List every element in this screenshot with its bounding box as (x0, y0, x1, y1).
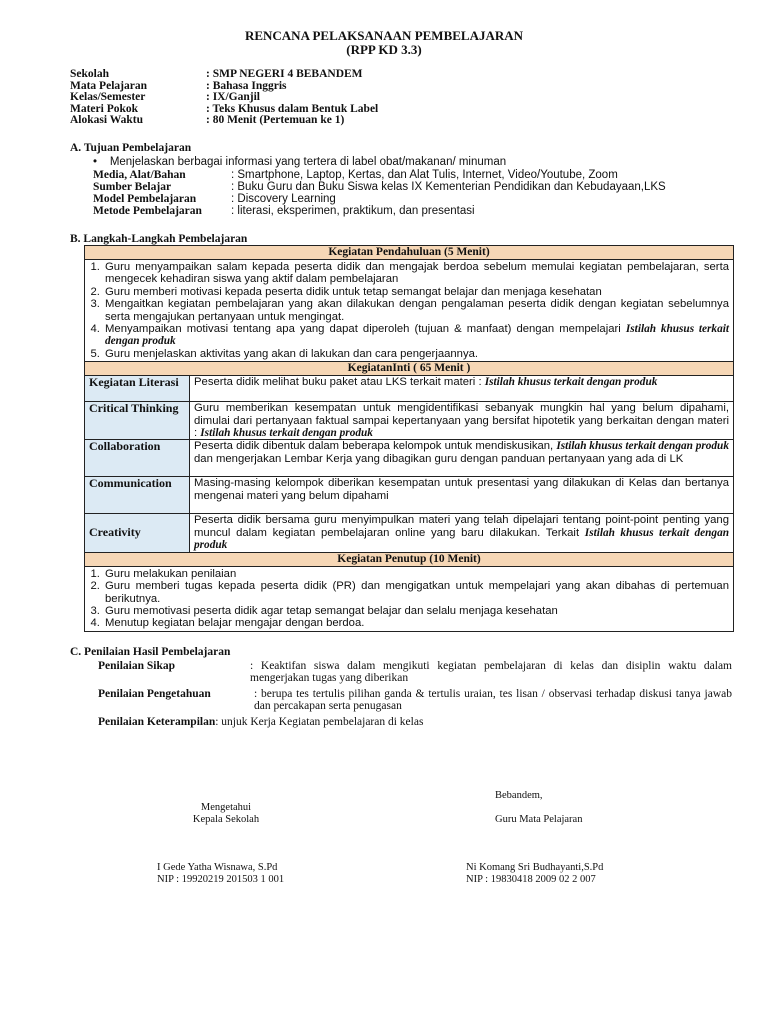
info-label: Kelas/Semester (70, 91, 146, 104)
row-text: Peserta didik bersama guru menyimpulkan materi yang telah dipelajari tentang point-point penting yang muncul dalam kegiatan pembelajaran online yang baru dilakukan. Terkait (194, 514, 729, 539)
penutup-body (85, 566, 734, 631)
pendahuluan-list (89, 261, 729, 360)
list-item: 3. Guru memotivasi peserta didik agar tetap semangat belajar dan selalu menjaga kesehatan (103, 605, 729, 617)
assessment-label: Penilaian Keterampilan (98, 716, 216, 728)
assessment-value: : berupa tes tertulis pilihan ganda & tertulis uraian, tes lisan / observasi terhadap diskusi tanya jawab dan percakapan serta penugasan (254, 688, 732, 712)
signature-left-name (157, 862, 284, 886)
row-label-communication: Communication (85, 477, 190, 514)
principal-name: I Gede Yatha Wisnawa, S.Pd (157, 862, 278, 873)
row-label-critical: Critical Thinking (85, 402, 190, 440)
info-row-time (70, 115, 378, 127)
row-text: Peserta didik melihat buku paket atau LKS terkait materi : (194, 376, 482, 389)
detail-row-media (93, 169, 666, 181)
section-b-heading: B. Langkah-Langkah Pembelajaran (70, 233, 248, 245)
table-row (85, 376, 734, 402)
row-text-communication (190, 477, 734, 514)
objective-bullet (93, 156, 506, 168)
bullet-icon: • (93, 156, 98, 168)
list-item: 2. Guru memberi tugas kepada peserta didik (PR) dan mengigatkan untuk mempelajari yang akan dibahas di pertemuan berikutnya. (103, 580, 729, 605)
detail-value: : Buku Guru dan Buku Siswa kelas IX Kementerian Pendidikan dan Kebudayaan,LKS (231, 181, 666, 193)
objective-text: Menjelaskan berbagai informasi yang tertera di label obat/makanan/ minuman (109, 156, 507, 168)
row-text-critical (190, 402, 734, 440)
row-emphasis: Istilah khusus terkait dengan produk (200, 427, 373, 440)
detail-label: Media, Alat/Bahan (93, 169, 186, 181)
detail-row-model (93, 193, 666, 205)
list-item: 2. Guru memberi motivasi kepada peserta didik untuk tetap semangat belajar dan menjaga kesehatan (103, 286, 729, 298)
principal-nip: NIP : 19920219 201503 1 001 (157, 874, 285, 885)
detail-label: Model Pembelajaran (93, 193, 197, 205)
list-item: 3. Mengaitkan kegiatan pembelajaran yang akan dilakukan dengan pengalaman peserta didik dengan kegiatan sebelumnya serta mengajukan pertanyaan untuk mengingat. (103, 298, 729, 323)
signature-right-name (466, 862, 603, 886)
assessment-label: Penilaian Pengetahuan (98, 688, 211, 700)
doc-subtitle: (RPP KD 3.3) (346, 42, 422, 57)
row-text: dan mengerjakan Lembar Kerja yang dibagikan guru dengan panduan pertanyaan yang ada di LK (194, 452, 684, 465)
penutup-header: Kegiatan Penutup (10 Menit) (85, 552, 734, 566)
signature-left-line2: Kepala Sekolah (192, 814, 260, 825)
row-label-collaboration: Collaboration (85, 440, 190, 477)
pendahuluan-body (85, 260, 734, 362)
list-item (103, 323, 729, 348)
detail-row-method (93, 205, 666, 217)
teacher-nip: NIP : 19830418 2009 02 2 007 (466, 874, 596, 885)
section-a-heading: A. Tujuan Pembelajaran (70, 142, 192, 154)
signature-place: Bebandem, (495, 790, 543, 801)
table-row (85, 402, 734, 440)
assessment-value: : unjuk Kerja Kegiatan pembelajaran di kelas (215, 716, 424, 728)
list-item: 1. Guru menyampaikan salam kepada peserta didik dan mengajak berdoa sebelum memulai kegiatan pembelajaran, serta mengecek kehadiran siswa yang aktif dalam pembelajaran (103, 261, 729, 286)
row-text-creativity (190, 514, 734, 552)
assessment-row-attitude (98, 660, 732, 684)
list-item: 4. Menutup kegiatan belajar mengajar dengan berdoa. (103, 617, 729, 629)
detail-value: : Smartphone, Laptop, Kertas, dan Alat Tulis, Internet, Video/Youtube, Zoom (231, 169, 618, 181)
row-label-literasi: Kegiatan Literasi (85, 376, 190, 402)
item-emphasis: Istilah khusus terkait dengan produk (105, 323, 730, 348)
assessment-row-knowledge (98, 688, 732, 712)
detail-label: Sumber Belajar (93, 181, 172, 193)
table-row (85, 477, 734, 514)
penutup-list (89, 568, 729, 630)
row-emphasis: Istilah khusus terkait dengan produk (484, 376, 658, 389)
signature-right-title: Guru Mata Pelajaran (495, 814, 583, 825)
info-value: : Teks Khusus dalam Bentuk Label (206, 102, 379, 115)
section-a-details (93, 169, 666, 217)
info-label: Alokasi Waktu (70, 114, 143, 127)
row-emphasis: Istilah khusus terkait dengan produk (194, 526, 730, 552)
pendahuluan-header: Kegiatan Pendahuluan (5 Menit) (85, 246, 734, 260)
row-label-creativity: Creativity (85, 514, 190, 552)
info-value: : SMP NEGERI 4 BEBANDEM (206, 68, 363, 80)
identity-block (70, 69, 378, 127)
info-row-school (70, 69, 378, 81)
assessment-value: : Keaktifan siswa dalam mengikuti kegiatan pembelajaran di kelas dan disiplin waktu dalam mengerjakan tugas yang diberikan (250, 660, 732, 684)
signature-left-line1: Mengetahui (200, 802, 252, 813)
row-emphasis: Istilah khusus terkait dengan produk (556, 440, 729, 453)
doc-title: RENCANA PELAKSANAAN PEMBELAJARAN (244, 28, 524, 43)
row-text-literasi (190, 376, 734, 402)
info-label: Mata Pelajaran (70, 79, 147, 92)
inti-header: KegiatanInti ( 65 Menit ) (85, 362, 734, 376)
assessment-row-skill (98, 716, 732, 728)
info-value: : Bahasa Inggris (206, 79, 287, 92)
detail-value: : literasi, eksperimen, praktikum, dan presentasi (231, 205, 475, 217)
signature-left-title (186, 802, 266, 826)
assessment-block (98, 660, 732, 728)
info-value: : IX/Ganjil (206, 91, 260, 104)
learning-steps-table (84, 245, 734, 632)
row-text: Guru memberikan kesempatan untuk mengidentifikasi sebanyak mungkin hal yang belum dipahami, dimulai dari pertanyaan faktual sampai kepertanyaan yang bersifat hipotetik yang berkaitan dengan materi : (194, 402, 729, 440)
detail-row-source (93, 181, 666, 193)
info-label: Sekolah (70, 68, 109, 80)
info-label: Materi Pokok (70, 102, 139, 115)
table-row (85, 514, 734, 552)
section-c-heading: C. Penilaian Hasil Pembelajaran (70, 646, 231, 658)
teacher-name: Ni Komang Sri Budhayanti,S.Pd (466, 862, 604, 873)
table-row (85, 440, 734, 477)
list-item: 5. Guru menjelaskan aktivitas yang akan di lakukan dan cara pengerjaannya. (103, 348, 729, 360)
detail-label: Metode Pembelajaran (93, 205, 202, 217)
assessment-label: Penilaian Sikap (98, 660, 176, 672)
info-value: : 80 Menit (Pertemuan ke 1) (206, 114, 345, 127)
detail-value: : Discovery Learning (231, 193, 336, 205)
row-text: Masing-masing kelompok diberikan kesempatan untuk presentasi yang dilakukan di Kelas dan bertanya mengenai materi yang belum dipahami (194, 477, 729, 502)
row-text: Peserta didik dibentuk dalam beberapa kelompok untuk mendiskusikan, (194, 440, 554, 453)
list-item: 1. Guru melakukan penilaian (103, 568, 729, 580)
item-text: Menyampaikan motivasi tentang apa yang dapat diperoleh (tujuan & manfaat) dengan mempelajari (105, 323, 621, 336)
row-text-collaboration (190, 440, 734, 477)
